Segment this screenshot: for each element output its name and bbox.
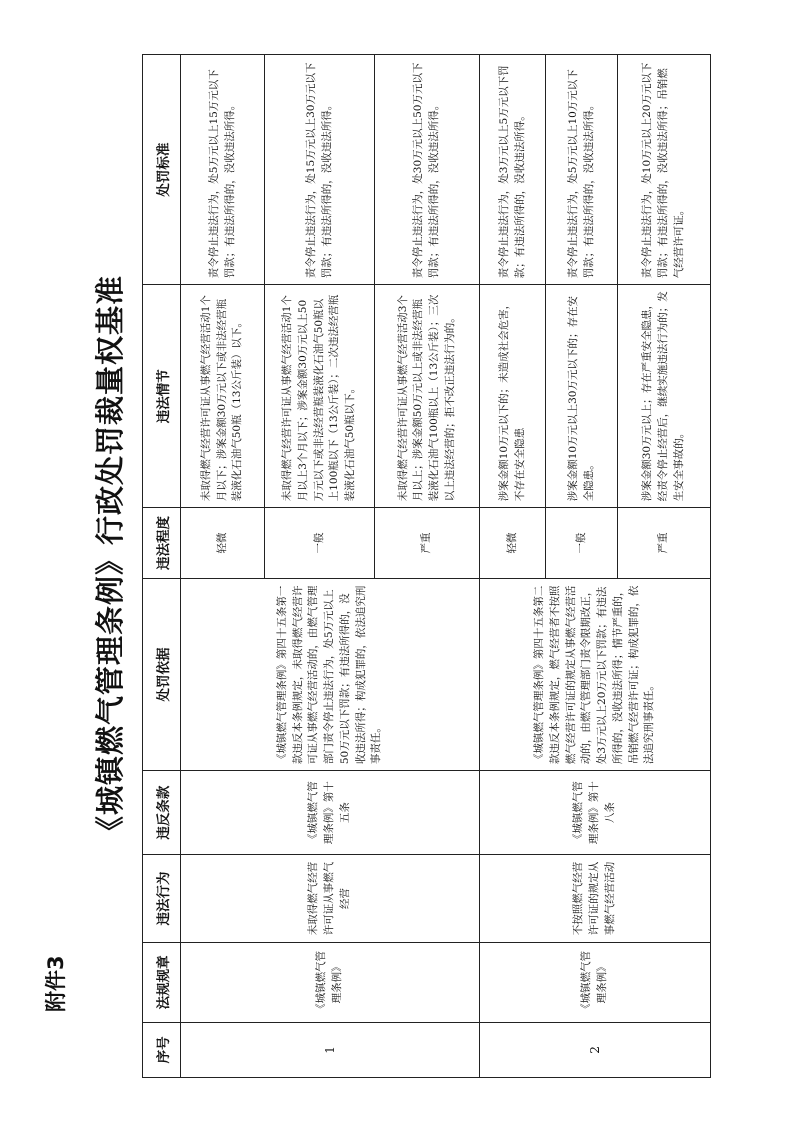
header-clause: 违反条款 [143, 771, 181, 855]
item-1-standard-3: 责令停止违法行为，处30万元以上50万元以下罚款；有违法所得的，没收违法所得。 [375, 55, 480, 285]
item-1-circumstance-1: 未取得燃气经营许可证从事燃气经营活动1个月以下；涉案金额30万元以下或非法经营瓶装液化石油气50瓶（13公斤装）以下。 [181, 285, 265, 508]
item-2-degree-3: 严重 [618, 508, 711, 579]
item-2-law: 《城镇燃气管理条例》 [480, 942, 711, 1022]
item-1-degree-1: 轻微 [181, 508, 265, 579]
item-1-clause: 《城镇燃气管理条例》第十五条 [181, 771, 480, 855]
header-no: 序号 [143, 1022, 181, 1077]
item-1-behavior: 未取得燃气经营许可证从事燃气经营 [181, 855, 480, 943]
item-1-no: 1 [181, 1022, 480, 1077]
penalty-standard-table [142, 54, 711, 1078]
item-1-basis: 《城镇燃气管理条例》第四十五条第一款违反本条例规定，未取得燃气经营许可证从事燃气经营活动的，由燃气管理部门责令停止违法行为，处5万元以上50万元以下罚款；有违法所得的，没收违法所得；构成犯罪的，依法追究刑事责任。 [181, 578, 480, 770]
attachment-label: 附件3 [44, 955, 68, 1012]
header-basis: 处罚依据 [143, 578, 181, 770]
item-2-clause: 《城镇燃气管理条例》第十八条 [480, 771, 711, 855]
header-standard: 处罚标准 [143, 55, 181, 285]
header-behavior: 违法行为 [143, 855, 181, 943]
item-1-circumstance-3: 未取得燃气经营许可证从事燃气经营活动3个月以上；涉案金额50万元以上或非法经营瓶装液化石油气100瓶以上（13公斤装）；三次以上违法经营的；拒不改正违法行为的。 [375, 285, 480, 508]
table-header-row [143, 55, 181, 1078]
page-title: 《城镇燃气管理条例》行政处罚裁量权基准 [93, 275, 127, 846]
item-2-degree-1: 轻微 [480, 508, 546, 579]
item-2-circumstance-3: 涉案金额30万元以上；存在严重安全隐患，经责令停止经营后，继续实施违法行为的；发生安全事故的。 [618, 285, 711, 508]
item-1-standard-1: 责令停止违法行为，处5万元以上15万元以下罚款；有违法所得的，没收违法所得。 [181, 55, 265, 285]
table-row [480, 55, 546, 1078]
item-2-standard-1: 责令停止违法行为，处3万元以上5万元以下罚款；有违法所得的，没收违法所得。 [480, 55, 546, 285]
header-law: 法规规章 [143, 942, 181, 1022]
item-1-standard-2: 责令停止违法行为，处15万元以上30万元以下罚款；有违法所得的，没收违法所得。 [265, 55, 375, 285]
item-1-law: 《城镇燃气管理条例》 [181, 942, 480, 1022]
header-degree: 违法程度 [143, 508, 181, 579]
table-row [181, 55, 265, 1078]
item-1-degree-3: 严重 [375, 508, 480, 579]
item-1-degree-2: 一般 [265, 508, 375, 579]
item-2-circumstance-1: 涉案金额10万元以下的；未造成社会危害，不存在安全隐患 [480, 285, 546, 508]
item-2-standard-3: 责令停止违法行为，处10万元以上20万元以下罚款；有违法所得的，没收违法所得；吊销燃气经营许可证。 [618, 55, 711, 285]
item-2-degree-2: 一般 [546, 508, 618, 579]
item-2-no: 2 [480, 1022, 711, 1077]
item-2-circumstance-2: 涉案金额10万元以上30万元以下的；存在安全隐患。 [546, 285, 618, 508]
item-2-behavior: 不按照燃气经营许可证的规定从事燃气经营活动 [480, 855, 711, 943]
penalty-standard-table-wrapper [142, 54, 710, 1078]
item-2-standard-2: 责令停止违法行为，处5万元以上10万元以下罚款；有违法所得的，没收违法所得。 [546, 55, 618, 285]
header-circumstance: 违法情节 [143, 285, 181, 508]
item-1-circumstance-2: 未取得燃气经营许可证从事燃气经营活动1个月以上3个月以下；涉案金额30万元以上50万元以下或非法经营瓶装液化石油气50瓶以上100瓶以下（13公斤装）；二次违法经营瓶装液化石油气50瓶以下。 [265, 285, 375, 508]
item-2-basis: 《城镇燃气管理条例》第四十五条第二款违反本条例规定，燃气经营者不按照燃气经营许可证的规定从事燃气经营活动的，由燃气管理部门责令限期改正，处3万元以上20万元以下罚款；有违法所得的，没收违法所得；情节严重的，吊销燃气经营许可证；构成犯罪的，依法追究刑事责任。 [480, 578, 711, 770]
